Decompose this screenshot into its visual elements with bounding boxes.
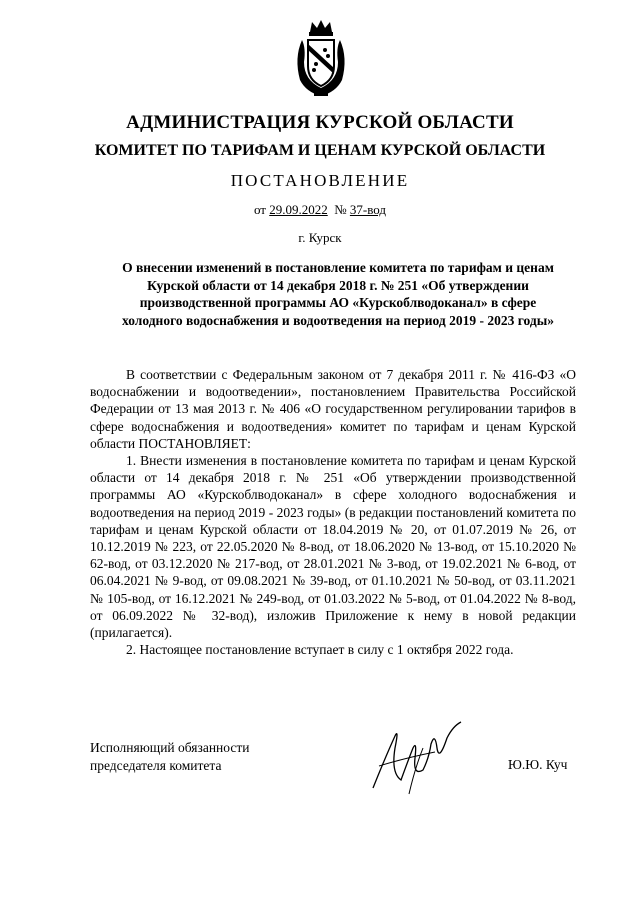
position-line: Исполняющий обязанности xyxy=(90,740,250,755)
administration-title: АДМИНИСТРАЦИЯ КУРСКОЙ ОБЛАСТИ xyxy=(126,112,514,133)
date-prefix: от xyxy=(253,202,270,217)
preamble-paragraph: В соответствии с Федеральным законом от 7 декабря 2011 г. № 416-ФЗ «О водоснабжении и водоотведении», постановлением Правительства Российской Федерации от 13 мая 2013 г. № 406 «О государственном регулировании тарифов в сфере водоснабжения и водоотведения» комитет по тарифам и ценам Курской области ПОСТАНОВЛЯЕТ: xyxy=(90,367,576,451)
document-type: ПОСТАНОВЛЕНИЕ xyxy=(230,171,410,190)
handwritten-signature xyxy=(365,718,465,798)
document-subject xyxy=(88,259,588,329)
item-2-paragraph: 2. Настоящее постановление вступает в силу с 1 октября 2022 года. xyxy=(126,642,514,658)
position-line: председателя комитета xyxy=(90,757,222,773)
subject-line: О внесении изменений в постановление комитета по тарифам и ценам xyxy=(122,260,554,275)
subject-line: Курской области от 14 декабря 2018 г. № 251 «Об утверждении xyxy=(147,277,529,293)
subject-line: холодного водоснабжения и водоотведения на период 2019 - 2023 годы» xyxy=(121,312,554,328)
committee-title: КОМИТЕТ ПО ТАРИФАМ И ЦЕНАМ КУРСКОЙ ОБЛАСТИ xyxy=(94,142,546,159)
subject-line: производственной программы АО «Курскоблводоканал» в сфере xyxy=(139,295,537,310)
date-number-line xyxy=(0,202,640,218)
item-1-paragraph: 1. Внести изменения в постановление комитета по тарифам и ценам Курской области от 14 декабря 2018 г. № 251 «Об утверждении производственной программы АО «Курскоблводоканал» в сфере холодного водоснабжения и водоотведения на период 2019 - 2023 годы» (в редакции постановлений комитета по тарифам и ценам Курской области от 18.04.2019 № 20, от 01.07.2019 № 26, от 10.12.2019 № 223, от 22.05.2020 № 8-вод, от 18.06.2020 № 13-вод, от 15.10.2020 № 62-вод, от 03.12.2020 № 217-вод, от 28.01.2021 № 3-вод, от 19.02.2021 № 6-вод, от 06.04.2021 № 9-вод, от 09.08.2021 № 39-вод, от 01.10.2021 № 50-вод, от 03.11.2021 № 105-вод, от 16.12.2021 № 249-вод, от 01.03.2022 № 5-вод, от 01.04.2022 № 8-вод, от 06.09.2022 № 32-вод), изложив Приложение к нему в новой редакции (прилагается). xyxy=(90,453,576,641)
coat-of-arms-icon xyxy=(292,18,350,98)
city: г. Курск xyxy=(298,230,342,245)
signatory-name: Ю.Ю. Куч xyxy=(508,757,568,772)
document-number: 37-вод xyxy=(349,202,387,217)
signatory-position xyxy=(90,739,249,774)
document-body xyxy=(90,366,576,658)
document-date: 29.09.2022 xyxy=(269,202,328,217)
number-prefix: № xyxy=(334,202,350,217)
